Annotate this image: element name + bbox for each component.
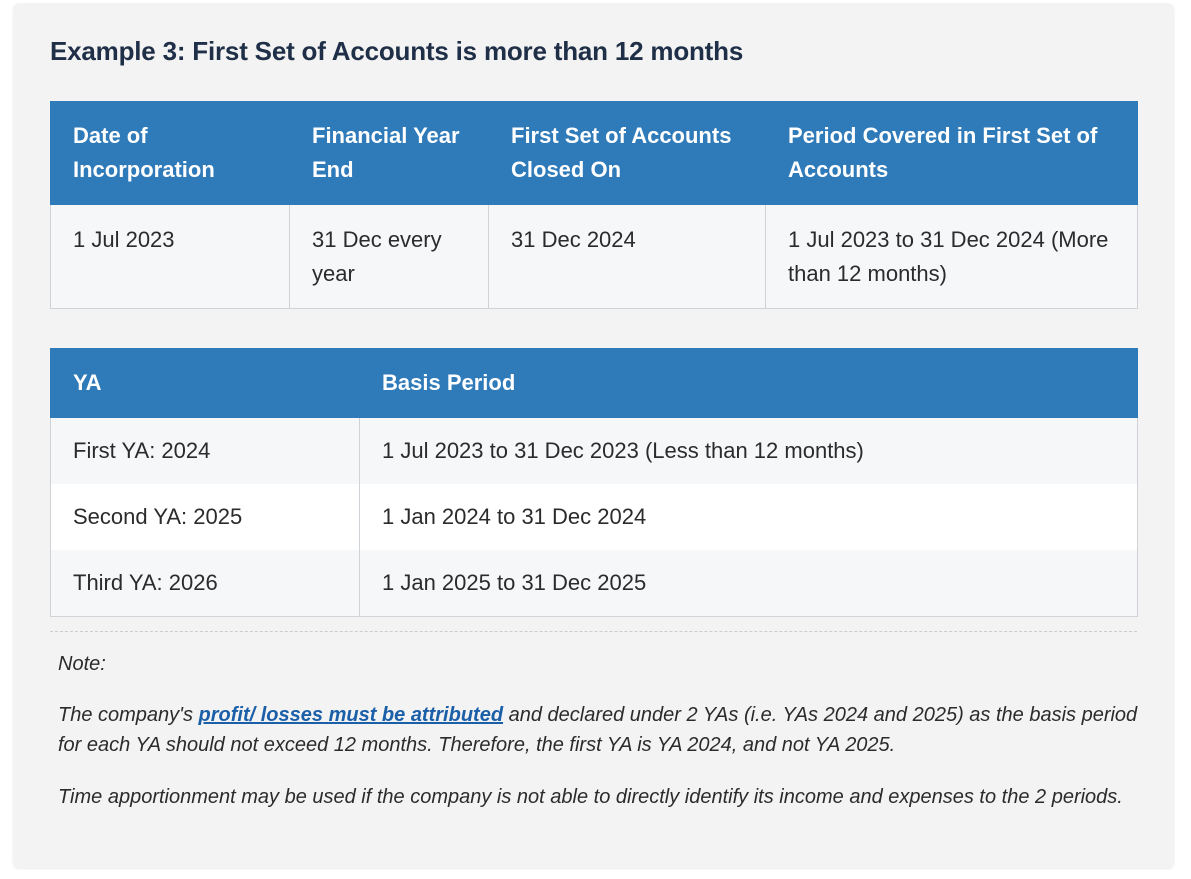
table-row: [51, 205, 1138, 309]
cell-ya: Second YA: 2025: [51, 484, 360, 550]
note-label: Note:: [58, 653, 106, 675]
page-title: Example 3: First Set of Accounts is more than 12 months: [50, 36, 744, 66]
example-panel: [13, 3, 1174, 868]
cell-period-covered: 1 Jul 2023 to 31 Dec 2024 (More than 12 months): [766, 205, 1138, 309]
note-divider: [50, 631, 1137, 632]
cell-basis-period: 1 Jan 2024 to 31 Dec 2024: [360, 484, 1138, 550]
note-text: and declared under 2 YAs (i.e. YAs 2024 and 2025) as the basis period for each YA should not exceed 12 months. Therefore, the first YA is YA 2024, and not YA 2025.: [58, 704, 1138, 756]
cell-ya: First YA: 2024: [51, 418, 360, 485]
note-paragraph-1: [58, 700, 1143, 760]
header-first-accounts-closed: First Set of Accounts Closed On: [489, 102, 766, 205]
attribution-link[interactable]: profit/ losses must be attributed: [198, 704, 504, 726]
cell-basis-period: 1 Jan 2025 to 31 Dec 2025: [360, 550, 1138, 617]
header-basis-period: Basis Period: [360, 349, 1138, 418]
note-text: The company's: [58, 704, 199, 726]
accounts-table: [50, 101, 1138, 309]
cell-basis-period: 1 Jul 2023 to 31 Dec 2023 (Less than 12 months): [360, 418, 1138, 485]
table-row: [51, 484, 1138, 550]
table-row: [51, 550, 1138, 617]
table-header-row: [51, 349, 1138, 418]
table-header-row: [51, 102, 1138, 205]
basis-period-table: [50, 348, 1138, 617]
cell-date-of-incorporation: 1 Jul 2023: [51, 205, 290, 309]
table-row: [51, 418, 1138, 485]
note-paragraph-2: Time apportionment may be used if the company is not able to directly identify its income and expenses to the 2 periods.: [58, 786, 1123, 808]
cell-financial-year-end: 31 Dec every year: [290, 205, 489, 309]
header-period-covered: Period Covered in First Set of Accounts: [766, 102, 1138, 205]
header-ya: YA: [51, 349, 360, 418]
cell-ya: Third YA: 2026: [51, 550, 360, 617]
header-financial-year-end: Financial Year End: [290, 102, 489, 205]
cell-first-accounts-closed: 31 Dec 2024: [489, 205, 766, 309]
header-date-of-incorporation: Date of Incorporation: [51, 102, 290, 205]
